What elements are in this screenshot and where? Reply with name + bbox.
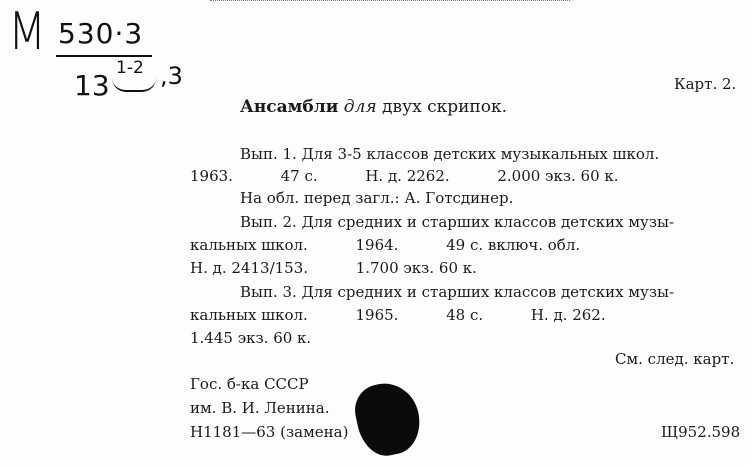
body-line-8: кальных школ. 1965. 48 с. Н. д. 262. xyxy=(190,306,606,324)
library-line-2: им. В. И. Ленина. xyxy=(190,399,330,417)
handwritten-sub-suffix: ,3 xyxy=(160,62,183,90)
body-line-3: На обл. перед загл.: А. Готсдинер. xyxy=(240,189,514,207)
ink-blot xyxy=(350,377,426,460)
title-bold: Ансамбли xyxy=(240,97,339,117)
card-title xyxy=(240,99,507,116)
card-number: Карт. 2. xyxy=(674,75,737,93)
shelfmark-underline xyxy=(56,55,152,57)
body-line-2: 1963. 47 с. Н. д. 2262. 2.000 экз. 60 к. xyxy=(190,167,619,185)
body-line-6: Н. д. 2413/153. 1.700 экз. 60 к. xyxy=(190,259,477,277)
body-line-7: Вып. 3. Для средних и старших классов детских музы- xyxy=(240,283,675,301)
body-line-9: 1.445 экз. 60 к. xyxy=(190,329,312,347)
handwritten-sub-super: 1-2 xyxy=(116,58,144,78)
handwritten-brace xyxy=(112,78,156,92)
body-line-1: Вып. 1. Для 3-5 классов детских музыкальных школ. xyxy=(240,145,660,163)
handwritten-sub-number: 13 xyxy=(74,69,110,102)
handwritten-shelfmark: 530·3 xyxy=(58,17,144,50)
handwritten-letter: M xyxy=(8,2,47,62)
title-italic: для xyxy=(343,97,377,117)
top-dotted-line xyxy=(210,0,570,1)
see-next-card: См. след. карт. xyxy=(615,350,735,368)
library-line-1: Гос. б-ка СССР xyxy=(190,375,309,393)
card-code: Щ952.598 xyxy=(661,423,741,441)
title-rest: двух скрипок. xyxy=(382,97,508,117)
body-line-4: Вып. 2. Для средних и старших классов детских музы- xyxy=(240,213,675,231)
body-line-5: кальных школ. 1964. 49 с. включ. обл. xyxy=(190,236,581,254)
library-line-3: Н1181—63 (замена) xyxy=(190,423,349,441)
